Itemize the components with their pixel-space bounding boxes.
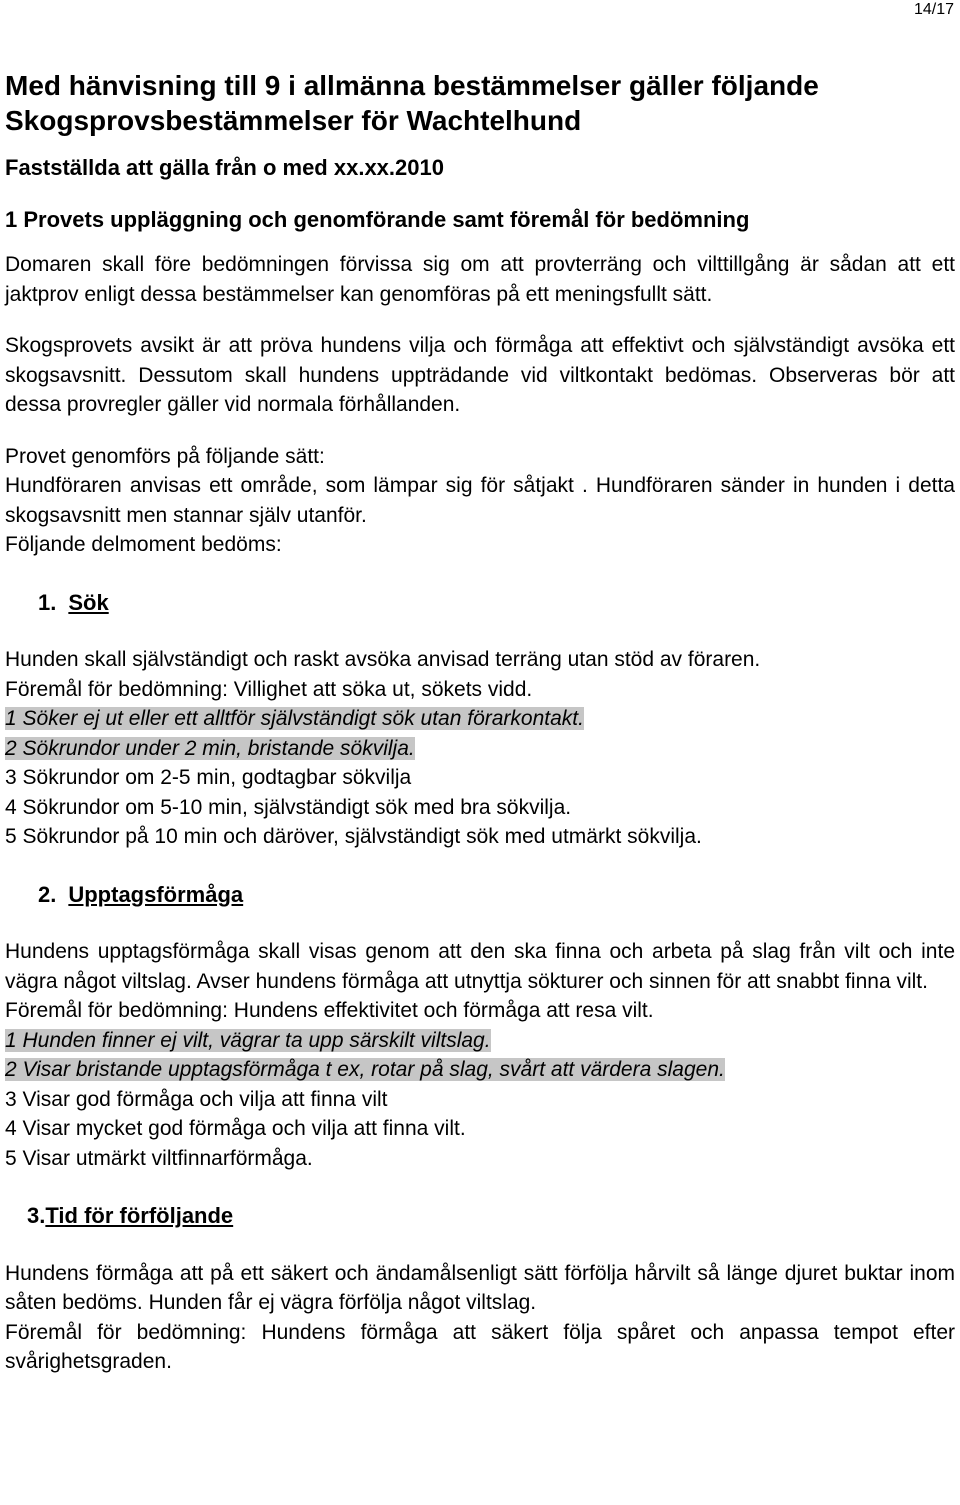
section-1-description: Hunden skall självständigt och raskt avsöka anvisad terräng utan stöd av föraren. <box>5 648 761 671</box>
intro-paragraph-1: Domaren skall före bedömningen förvissa sig om att provterräng och vilttillgång är sådan att ett jaktprov enligt dessa bestämmelser kan genomföras på ett meningsfullt sätt. <box>5 253 955 306</box>
section-1-title: Sök <box>68 589 109 615</box>
section-2-description: Hundens upptagsförmåga skall visas genom att den ska finna och arbeta på slag från vilt och inte vägra något viltslag. Avser hundens förmåga att utnyttja sökturer och sinnen för att snabbt finna vilt. <box>5 940 955 993</box>
intro-paragraph-2: Skogsprovets avsikt är att pröva hundens vilja och förmåga att effektivt och självständigt avsöka ett skogsavsnitt. Dessutom skall hundens uppträdande vid viltkontakt bedömas. Observeras bör att dessa provregler gäller vid normala förhållanden. <box>5 334 955 416</box>
section-1-score-2 <box>5 734 955 764</box>
section-3-criteria: Föremål för bedömning: Hundens förmåga att säkert följa spåret och anpassa tempot efter svårighetsgraden. <box>5 1320 955 1373</box>
section-2-score-3: 3 Visar god förmåga och vilja att finna vilt <box>5 1087 388 1111</box>
document-title-line-1: Med hänvisning till 9 i allmänna bestämmelser gäller följande <box>5 70 819 101</box>
components-label: Följande delmoment bedöms: <box>5 533 282 556</box>
section-1-score-3: 3 Sökrundor om 2-5 min, godtagbar sökvilja <box>5 766 412 789</box>
document-title-line-2: Skogsprovsbestämmelser för Wachtelhund <box>5 105 582 136</box>
section-2-heading <box>5 880 955 910</box>
section-1-criteria: Föremål för bedömning: Villighet att söka ut, sökets vidd. <box>5 677 533 701</box>
section-2-score-2 <box>5 1055 955 1085</box>
section-2-criteria: Föremål för bedömning: Hundens effektivitet och förmåga att resa vilt. <box>5 999 654 1022</box>
section-1-score-4: 4 Sökrundor om 5-10 min, självständigt sök med bra sökvilja. <box>5 795 572 819</box>
section-3-heading <box>5 1201 955 1231</box>
section-2-score-4: 4 Visar mycket god förmåga och vilja att finna vilt. <box>5 1117 466 1140</box>
score-text: 1 Hunden finner ej vilt, vägrar ta upp särskilt viltslag. <box>5 1028 491 1052</box>
score-text: 1 Söker ej ut eller ett alltför självständigt sök utan förarkontakt. <box>5 707 584 730</box>
section-1-heading <box>5 588 955 618</box>
page-number: 14/17 <box>913 1 954 18</box>
score-text: 2 Visar bristande upptagsförmåga t ex, rotar på slag, svårt att värdera slagen. <box>5 1058 725 1081</box>
procedure-text: Hundföraren anvisas ett område, som lämpar sig för såtjakt . Hundföraren sänder in hunden i detta skogsavsnitt men stannar själv utanför. <box>5 474 955 527</box>
section-3-description: Hundens förmåga att på ett säkert och ändamålsenligt sätt förfölja hårvilt så länge djuret buktar inom såten bedöms. Hunden får ej vägra förfölja något viltslag. <box>5 1261 955 1314</box>
procedure-heading: Provet genomförs på följande sätt: <box>5 444 325 468</box>
score-text: 2 Sökrundor under 2 min, bristande sökvilja. <box>5 736 415 760</box>
section-1-score-5: 5 Sökrundor på 10 min och däröver, självständigt sök med utmärkt sökvilja. <box>5 825 702 848</box>
section-3-number: 3. <box>27 1203 46 1228</box>
section-1-number: 1. <box>38 589 57 615</box>
section-2-title: Upptagsförmåga <box>68 881 244 907</box>
section-heading: 1 Provets uppläggning och genomförande samt föremål för bedömning <box>5 207 750 232</box>
section-1-score-1 <box>5 704 955 734</box>
document-body <box>5 68 955 1377</box>
established-date: Fastställda att gälla från o med xx.xx.2010 <box>5 155 444 180</box>
section-2-score-1 <box>5 1026 955 1056</box>
section-2-score-5: 5 Visar utmärkt viltfinnarförmåga. <box>5 1146 313 1170</box>
section-2-number: 2. <box>38 881 57 907</box>
section-3-title: Tid för förföljande <box>45 1203 234 1228</box>
